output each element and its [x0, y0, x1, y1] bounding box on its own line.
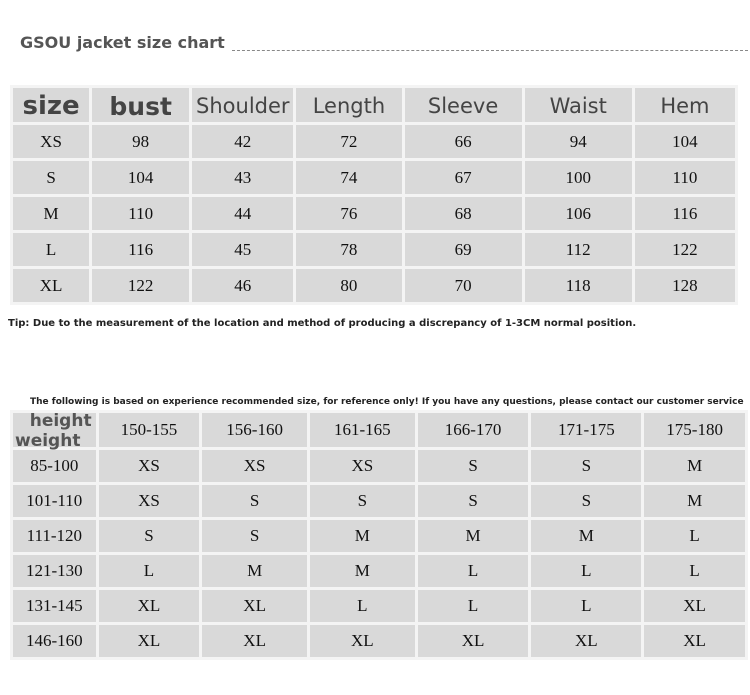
header-hem: Hem [635, 88, 735, 122]
table-cell: 128 [635, 269, 735, 302]
table-cell: 68 [405, 197, 522, 230]
table-cell: XL [418, 625, 529, 657]
table-row [13, 625, 745, 657]
table-cell: S [13, 161, 89, 194]
table-row [13, 485, 745, 517]
title-divider [232, 50, 748, 51]
table-cell: 46 [192, 269, 293, 302]
table-cell: L [644, 520, 745, 552]
table-cell: S [99, 520, 200, 552]
table-cell: L [644, 555, 745, 587]
table-cell: 104 [92, 161, 189, 194]
table-cell: 106 [525, 197, 632, 230]
table-cell: 116 [92, 233, 189, 266]
table-cell: 69 [405, 233, 522, 266]
table-cell: 67 [405, 161, 522, 194]
table-cell: S [418, 450, 529, 482]
height-label: height [29, 411, 92, 431]
table-cell: 66 [405, 125, 522, 158]
table-row [13, 161, 735, 194]
table-cell: XL [310, 625, 415, 657]
table-cell: XL [13, 269, 89, 302]
table-row [13, 450, 745, 482]
table-cell: 94 [525, 125, 632, 158]
table-cell: M [13, 197, 89, 230]
table-cell: M [531, 520, 641, 552]
size-table [10, 85, 738, 305]
header-shoulder: Shoulder [192, 88, 293, 122]
table-cell: 100 [525, 161, 632, 194]
page-title: GSOU jacket size chart [20, 33, 225, 52]
weight-cell: 85-100 [13, 450, 96, 482]
table-cell: M [644, 450, 745, 482]
table-cell: XL [644, 590, 745, 622]
table-row [13, 555, 745, 587]
weight-cell: 121-130 [13, 555, 96, 587]
table-row [13, 125, 735, 158]
height-header: 175-180 [644, 413, 745, 447]
table-cell: XS [310, 450, 415, 482]
table-cell: M [310, 520, 415, 552]
header-size: size [13, 88, 89, 122]
header-length: Length [296, 88, 401, 122]
table-cell: 116 [635, 197, 735, 230]
table-cell: S [310, 485, 415, 517]
height-header: 156-160 [202, 413, 307, 447]
table-cell: 44 [192, 197, 293, 230]
table-cell: L [99, 555, 200, 587]
table-cell: 76 [296, 197, 401, 230]
table-cell: 70 [405, 269, 522, 302]
weight-cell: 131-145 [13, 590, 96, 622]
table-cell: M [310, 555, 415, 587]
table-cell: XS [202, 450, 307, 482]
table-cell: M [418, 520, 529, 552]
table-cell: XL [202, 625, 307, 657]
table-cell: XS [99, 485, 200, 517]
table-cell: L [310, 590, 415, 622]
table-cell: 43 [192, 161, 293, 194]
header-waist: Waist [525, 88, 632, 122]
table-cell: 110 [635, 161, 735, 194]
height-header: 166-170 [418, 413, 529, 447]
recommendation-table-header [13, 413, 745, 447]
table-cell: XL [99, 590, 200, 622]
table-cell: 110 [92, 197, 189, 230]
table-cell: 45 [192, 233, 293, 266]
table-cell: L [531, 555, 641, 587]
size-table-header [13, 88, 735, 122]
table-cell: L [13, 233, 89, 266]
height-header: 150-155 [99, 413, 200, 447]
table-row [13, 590, 745, 622]
table-cell: 118 [525, 269, 632, 302]
table-cell: L [418, 590, 529, 622]
header-sleeve: Sleeve [405, 88, 522, 122]
table-cell: XL [202, 590, 307, 622]
corner-header [13, 411, 96, 451]
header-bust: bust [92, 88, 189, 122]
table-cell: 122 [635, 233, 735, 266]
tip-text: Tip: Due to the measurement of the location and method of producing a discrepancy of 1-3CM normal position. [8, 318, 637, 329]
table-cell: 78 [296, 233, 401, 266]
table-cell: L [531, 590, 641, 622]
table-row [13, 233, 735, 266]
weight-label: weight [15, 431, 81, 451]
table-row [13, 197, 735, 230]
table-cell: 104 [635, 125, 735, 158]
recommendation-table [10, 410, 748, 660]
height-header: 171-175 [531, 413, 641, 447]
table-cell: 80 [296, 269, 401, 302]
table-cell: XL [644, 625, 745, 657]
table-cell: S [531, 450, 641, 482]
table-cell: 98 [92, 125, 189, 158]
table-cell: 42 [192, 125, 293, 158]
table-cell: 122 [92, 269, 189, 302]
weight-cell: 111-120 [13, 520, 96, 552]
table-cell: XL [99, 625, 200, 657]
weight-cell: 101-110 [13, 485, 96, 517]
table-cell: XS [99, 450, 200, 482]
table-cell: M [202, 555, 307, 587]
table-row [13, 269, 735, 302]
weight-cell: 146-160 [13, 625, 96, 657]
table-cell: S [202, 485, 307, 517]
recommendation-note: The following is based on experience recommended size, for reference only! If you have any questions, please contact our customer service [30, 397, 744, 407]
table-row [13, 520, 745, 552]
table-cell: S [418, 485, 529, 517]
table-cell: 72 [296, 125, 401, 158]
table-cell: XL [531, 625, 641, 657]
table-cell: S [531, 485, 641, 517]
height-header: 161-165 [310, 413, 415, 447]
table-cell: S [202, 520, 307, 552]
table-cell: L [418, 555, 529, 587]
table-cell: XS [13, 125, 89, 158]
table-cell: 112 [525, 233, 632, 266]
table-cell: M [644, 485, 745, 517]
table-cell: 74 [296, 161, 401, 194]
